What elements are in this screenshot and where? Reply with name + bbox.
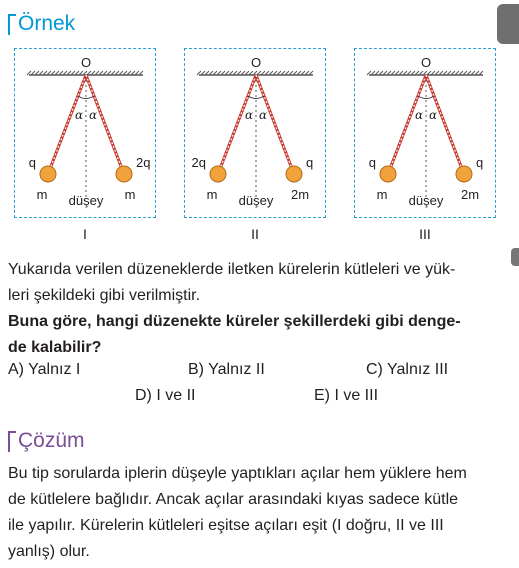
question-text	[8, 257, 518, 309]
solution-line-1: Bu tip sorularda iplerin düşeyle yaptıkları açılar hem yüklere hem	[8, 465, 467, 482]
option-a: A) Yalnız I	[8, 361, 81, 378]
solution-text	[8, 461, 518, 565]
solution-line-3: ile yapılır. Kürelerin kütleleri eşitse açıları eşit (I doğru, II ve III	[8, 517, 444, 534]
right-sphere	[116, 166, 132, 182]
solution-line-2: de kütlelere bağlıdır. Ancak açılar arasındaki kıyas sadece kütle	[8, 491, 459, 508]
heading-bracket-icon	[8, 431, 16, 452]
question-line-2: leri şekildeki gibi verilmiştir.	[8, 287, 201, 304]
right-mass-label: 2m	[290, 187, 310, 202]
option-d: D) I ve II	[135, 387, 196, 404]
pendulum-panel-3	[354, 48, 496, 218]
page-tab-marker	[497, 4, 519, 44]
right-charge-label: 2q	[136, 155, 151, 170]
pivot-label: O	[250, 55, 262, 70]
left-sphere	[210, 166, 226, 182]
pivot-label: O	[80, 55, 92, 70]
left-mass-label: m	[206, 187, 218, 202]
option-e: E) I ve III	[314, 387, 379, 404]
solution-heading-label: Çözüm	[18, 429, 85, 452]
right-angle-label: α	[428, 108, 438, 122]
left-mass-label: m	[36, 187, 48, 202]
question-prompt	[8, 309, 518, 361]
question-prompt-line-1: Buna göre, hangi düzenekte küreler şekillerdeki gibi denge-	[8, 313, 461, 330]
right-sphere	[456, 166, 472, 182]
right-charge-label: q	[476, 155, 484, 170]
left-mass-label: m	[376, 187, 388, 202]
right-mass-label: m	[124, 187, 136, 202]
pendulum-panel-2	[184, 48, 326, 218]
panel-numeral-3: III	[419, 226, 431, 242]
left-sphere	[380, 166, 396, 182]
option-b: B) Yalnız II	[188, 361, 265, 378]
example-heading-label: Örnek	[18, 12, 76, 35]
heading-bracket-icon	[8, 14, 16, 35]
right-charge-label: q	[306, 155, 314, 170]
option-c: C) Yalnız III	[366, 361, 449, 378]
vertical-label: düşey	[238, 193, 274, 208]
solution-line-4: yanlış) olur.	[8, 543, 90, 560]
left-angle-label: α	[74, 108, 84, 122]
vertical-label: düşey	[408, 193, 444, 208]
right-angle-label: α	[258, 108, 268, 122]
panel-numeral-1: I	[83, 226, 87, 242]
left-charge-label: q	[28, 155, 36, 170]
right-mass-label: 2m	[460, 187, 480, 202]
left-angle-label: α	[414, 108, 424, 122]
question-line-1: Yukarıda verilen düzeneklerde iletken kürelerin kütleleri ve yük-	[8, 261, 456, 278]
pendulum-panel-1	[14, 48, 156, 218]
panel-numeral-2: II	[251, 226, 259, 242]
right-sphere	[286, 166, 302, 182]
left-charge-label: q	[368, 155, 376, 170]
left-angle-label: α	[244, 108, 254, 122]
question-prompt-line-2: de kalabilir?	[8, 339, 102, 356]
right-angle-label: α	[88, 108, 98, 122]
left-charge-label: 2q	[191, 155, 206, 170]
left-sphere	[40, 166, 56, 182]
pivot-label: O	[420, 55, 432, 70]
vertical-label: düşey	[68, 193, 104, 208]
